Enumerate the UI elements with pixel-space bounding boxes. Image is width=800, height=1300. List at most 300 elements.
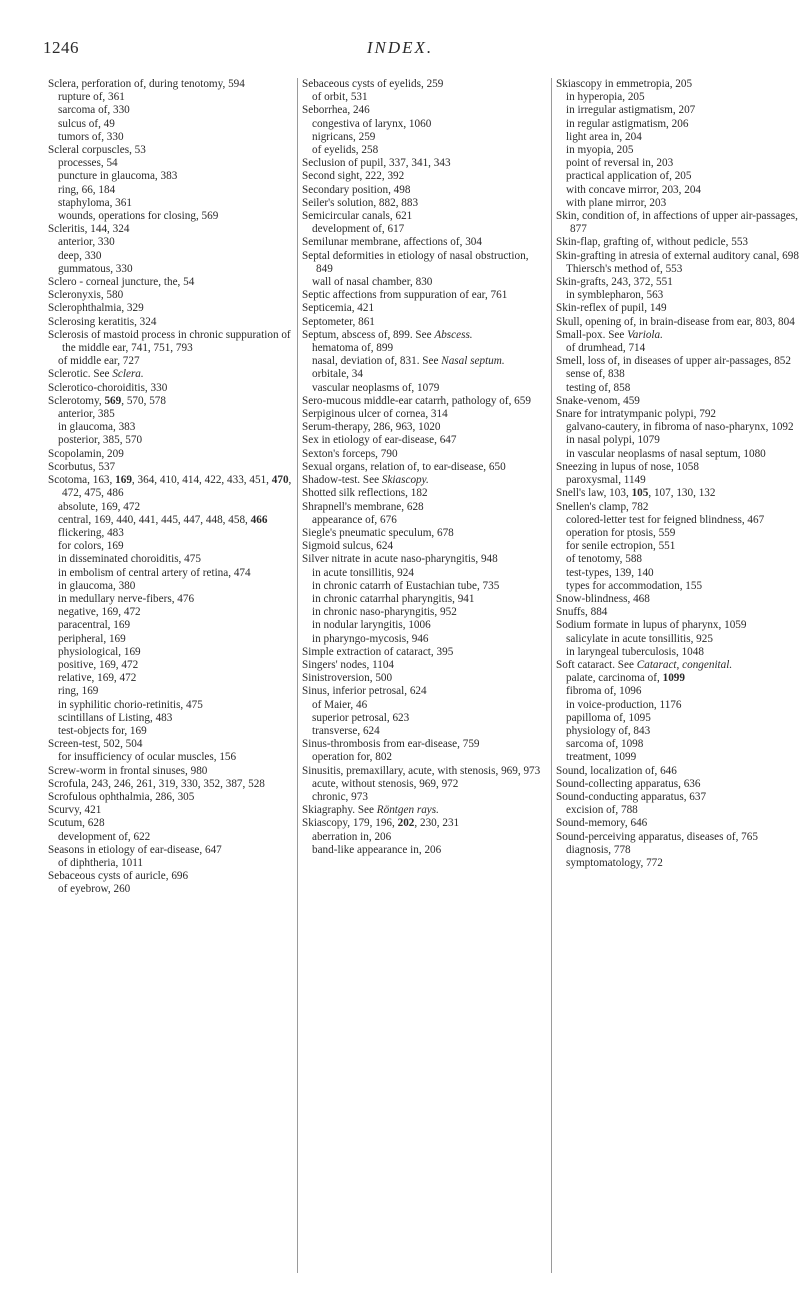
index-entry (302, 289, 548, 302)
index-subentry (566, 553, 800, 566)
index-subentry (58, 197, 294, 210)
entry-text: sarcoma of, 1098 (566, 738, 644, 751)
index-subentry (566, 567, 800, 580)
entry-text: chronic, 973 (312, 790, 368, 803)
index-subentry (566, 170, 800, 183)
index-subentry (312, 791, 548, 804)
entry-text: Sound, localization of, 646 (556, 764, 677, 777)
index-entry (302, 672, 548, 685)
index-subentry (58, 250, 294, 263)
entry-text: Sclerosis of mastoid process in chronic suppuration of the middle ear, 741, 751, 793 (48, 328, 291, 355)
entry-text: operation for, 802 (312, 751, 393, 764)
index-subentry (312, 382, 548, 395)
index-subentry (58, 210, 294, 223)
entry-text: Scrofula, 243, 246, 261, 319, 330, 352, 387, 528 (48, 777, 265, 790)
entry-text: Sound-conducting apparatus, 637 (556, 790, 707, 803)
index-entry (302, 395, 548, 408)
index-subentry (312, 619, 548, 632)
index-subentry (58, 659, 294, 672)
index-subentry (312, 355, 548, 368)
entry-text: congestiva of larynx, 1060 (312, 117, 432, 130)
entry-text: Sclerotic. See (48, 368, 113, 381)
entry-text: of eyebrow, 260 (58, 883, 131, 896)
index-subentry (312, 131, 548, 144)
index-subentry (58, 553, 294, 566)
running-title: INDEX. (366, 38, 434, 57)
index-entry (556, 276, 800, 289)
entry-text: in myopia, 205 (566, 144, 634, 157)
entry-text: Shotted silk reflections, 182 (302, 487, 428, 500)
entry-text: in glaucoma, 383 (58, 421, 136, 434)
index-entry (556, 355, 800, 368)
index-entry (556, 593, 800, 606)
index-entry (302, 434, 548, 447)
cross-reference: Sclera. (112, 368, 144, 381)
index-entry (48, 395, 294, 408)
index-entry (48, 316, 294, 329)
index-entry (302, 302, 548, 315)
entry-text: flickering, 483 (58, 526, 124, 539)
index-subentry (312, 751, 548, 764)
entry-text: Seborrhea, 246 (302, 104, 370, 117)
index-entry (48, 302, 294, 315)
cross-reference: Skiascopy. (381, 474, 429, 487)
index-subentry (58, 91, 294, 104)
entry-text: test-types, 139, 140 (566, 566, 654, 579)
entry-text: hematoma of, 899 (312, 342, 394, 355)
entry-text: Septum, abscess of, 899. See (302, 328, 435, 341)
index-entry (302, 646, 548, 659)
index-entry (556, 659, 800, 672)
entry-text: Scurvy, 421 (48, 804, 102, 817)
index-entry (302, 501, 548, 514)
index-subentry (566, 725, 800, 738)
index-subentry (58, 633, 294, 646)
index-subentry (566, 751, 800, 764)
entry-text: Sigmoid sulcus, 624 (302, 540, 394, 553)
index-subentry (566, 434, 800, 447)
entry-text: of eyelids, 258 (312, 144, 379, 157)
index-entry (302, 685, 548, 698)
entry-text: for colors, 169 (58, 540, 124, 553)
index-subentry (312, 844, 548, 857)
column-divider (297, 78, 298, 1273)
entry-text: physiological, 169 (58, 645, 141, 658)
index-subentry (312, 567, 548, 580)
entry-text: Sclerophthalmia, 329 (48, 302, 144, 315)
entry-text: Sclerotomy, (48, 394, 105, 407)
index-subentry (312, 606, 548, 619)
entry-text: Septic affections from suppuration of ear, 761 (302, 289, 508, 302)
entry-text: Snell's law, 103, (556, 487, 632, 500)
index-subentry (58, 131, 294, 144)
index-subentry (312, 725, 548, 738)
index-entry (302, 474, 548, 487)
index-entry (556, 236, 800, 249)
entry-text: Sexton's forceps, 790 (302, 447, 398, 460)
index-subentry (58, 883, 294, 896)
entry-text: nigricans, 259 (312, 130, 376, 143)
entry-text: appearance of, 676 (312, 513, 397, 526)
index-subentry (58, 104, 294, 117)
entry-text: light area in, 204 (566, 130, 642, 143)
entry-text: Seasons in etiology of ear-disease, 647 (48, 843, 222, 856)
entry-text: Smell, loss of, in diseases of upper air-passages, 852 (556, 355, 791, 368)
index-subentry (312, 276, 548, 289)
entry-text: superior petrosal, 623 (312, 711, 410, 724)
entry-text: Semicircular canals, 621 (302, 210, 413, 223)
entry-text: excision of, 788 (566, 804, 638, 817)
entry-text: wall of nasal chamber, 830 (312, 276, 433, 289)
entry-text: , 570, 578 (121, 394, 166, 407)
index-subentry (566, 368, 800, 381)
column-divider (551, 78, 552, 1273)
entry-text: Scutum, 628 (48, 817, 105, 830)
entry-text: Sinus-thrombosis from ear-disease, 759 (302, 738, 480, 751)
entry-text: in pharyngo-mycosis, 946 (312, 632, 429, 645)
index-subentry (58, 699, 294, 712)
index-subentry (566, 382, 800, 395)
index-subentry (566, 580, 800, 593)
entry-text: rupture of, 361 (58, 91, 125, 104)
index-entry (302, 421, 548, 434)
entry-text: in disseminated choroiditis, 475 (58, 553, 201, 566)
index-subentry (58, 580, 294, 593)
index-entry (302, 817, 548, 830)
entry-text: in glaucoma, 380 (58, 579, 136, 592)
entry-text: scintillans of Listing, 483 (58, 711, 173, 724)
index-entry (556, 250, 800, 263)
entry-text: , 230, 231 (414, 817, 460, 830)
index-entry (556, 408, 800, 421)
index-subentry (566, 474, 800, 487)
entry-text: Septal deformities in etiology of nasal obstruction, 849 (302, 249, 529, 275)
index-subentry (312, 699, 548, 712)
index-entry (302, 448, 548, 461)
entry-text: operation for ptosis, 559 (566, 526, 676, 539)
entry-text: Secondary position, 498 (302, 183, 411, 196)
index-entry (48, 368, 294, 381)
page-header (0, 38, 800, 62)
index-entry (48, 448, 294, 461)
index-subentry (58, 593, 294, 606)
entry-text: in hyperopia, 205 (566, 91, 645, 104)
index-subentry (312, 118, 548, 131)
index-entry (556, 606, 800, 619)
index-entry (302, 236, 548, 249)
index-subentry (312, 144, 548, 157)
entry-text: symptomatology, 772 (566, 856, 663, 869)
index-entry (302, 804, 548, 817)
entry-text: in chronic catarrh of Eustachian tube, 735 (312, 579, 500, 592)
index-subentry (58, 408, 294, 421)
entry-text: development of, 617 (312, 223, 405, 236)
entry-text: transverse, 624 (312, 724, 380, 737)
entry-text: Snare for intratympanic polypi, 792 (556, 408, 717, 421)
entry-text: Singers' nodes, 1104 (302, 658, 395, 671)
index-subentry (566, 104, 800, 117)
entry-text: types for accommodation, 155 (566, 579, 703, 592)
entry-text: of diphtheria, 1011 (58, 856, 144, 869)
entry-text: peripheral, 169 (58, 632, 126, 645)
entry-text: orbitale, 34 (312, 368, 363, 381)
entry-text: central, 169, 440, 441, 445, 447, 448, 458, (58, 513, 251, 526)
index-column-1 (48, 78, 294, 1273)
index-subentry (566, 738, 800, 751)
index-subentry (58, 421, 294, 434)
entry-text: Sebaceous cysts of auricle, 696 (48, 870, 189, 883)
bold-page-ref: 466 (250, 513, 268, 526)
index-entry (302, 553, 548, 566)
entry-text: diagnosis, 778 (566, 843, 631, 856)
index-entry (556, 302, 800, 315)
bold-page-ref: 202 (397, 817, 415, 830)
entry-text: sense of, 838 (566, 368, 625, 381)
index-entry (302, 329, 548, 342)
index-subentry (566, 421, 800, 434)
entry-text: Sneezing in lupus of nose, 1058 (556, 460, 699, 473)
index-column-3 (556, 78, 800, 1273)
entry-text: aberration in, 206 (312, 830, 392, 843)
index-subentry (58, 355, 294, 368)
index-subentry (566, 685, 800, 698)
index-entry (48, 223, 294, 236)
index-entry (48, 870, 294, 883)
index-subentry (58, 118, 294, 131)
entry-text: salicylate in acute tonsillitis, 925 (566, 632, 713, 645)
index-subentry (312, 514, 548, 527)
entry-text: ring, 169 (58, 685, 99, 698)
entry-text: Scorbutus, 537 (48, 460, 116, 473)
bold-page-ref: 169 (115, 474, 132, 487)
entry-text: Thiersch's method of, 553 (566, 262, 683, 275)
index-subentry (58, 606, 294, 619)
entry-text: in medullary nerve-fibers, 476 (58, 592, 195, 605)
index-entry (556, 765, 800, 778)
entry-text: sulcus of, 49 (58, 117, 115, 130)
entry-text: Scleronyxis, 580 (48, 289, 124, 302)
entry-text: Seiler's solution, 882, 883 (302, 196, 419, 209)
index-entry (302, 765, 548, 778)
index-subentry (566, 527, 800, 540)
index-entry (48, 778, 294, 791)
entry-text: for senile ectropion, 551 (566, 540, 676, 553)
index-entry (302, 527, 548, 540)
entry-text: Snellen's clamp, 782 (556, 500, 649, 513)
index-entry (48, 765, 294, 778)
index-entry (556, 78, 800, 91)
index-entry (302, 659, 548, 672)
index-subentry (566, 131, 800, 144)
entry-text: Sebaceous cysts of eyelids, 259 (302, 78, 444, 90)
index-subentry (566, 91, 800, 104)
index-entry (556, 329, 800, 342)
index-subentry (312, 91, 548, 104)
entry-text: Semilunar membrane, affections of, 304 (302, 236, 482, 249)
entry-text: Screw-worm in frontal sinuses, 980 (48, 764, 208, 777)
bold-page-ref: 105 (631, 487, 649, 500)
entry-text: in voice-production, 1176 (566, 698, 682, 711)
entry-text: of tenotomy, 588 (566, 553, 643, 566)
index-entry (302, 250, 548, 276)
entry-text: physiology of, 843 (566, 724, 651, 737)
entry-text: treatment, 1099 (566, 751, 637, 764)
entry-text: Septometer, 861 (302, 315, 375, 328)
entry-text: vascular neoplasms of, 1079 (312, 381, 440, 394)
index-entry (302, 184, 548, 197)
entry-text: wounds, operations for closing, 569 (58, 210, 219, 223)
entry-text: Skull, opening of, in brain-disease from ear, 803, 804 (556, 315, 795, 328)
index-entry (556, 461, 800, 474)
index-subentry (312, 633, 548, 646)
entry-text: Sinus, inferior petrosal, 624 (302, 685, 427, 698)
index-entry (48, 382, 294, 395)
entry-text: negative, 169, 472 (58, 606, 141, 619)
index-entry (302, 316, 548, 329)
index-entry (302, 104, 548, 117)
entry-text: Soft cataract. See (556, 658, 637, 671)
entry-text: in syphilitic chorio-retinitis, 475 (58, 698, 203, 711)
index-subentry (58, 567, 294, 580)
entry-text: in vascular neoplasms of nasal septum, 1080 (566, 447, 766, 460)
entry-text: Skiascopy in emmetropia, 205 (556, 78, 693, 90)
entry-text: Screen-test, 502, 504 (48, 738, 143, 751)
entry-text: point of reversal in, 203 (566, 157, 674, 170)
index-subentry (312, 223, 548, 236)
index-subentry (58, 236, 294, 249)
entry-text: Septicemia, 421 (302, 302, 375, 315)
entry-text: testing of, 858 (566, 381, 631, 394)
index-entry (302, 210, 548, 223)
entry-text: fibroma of, 1096 (566, 685, 642, 698)
index-subentry (58, 646, 294, 659)
entry-text: in chronic naso-pharyngitis, 952 (312, 606, 457, 619)
index-entry (48, 474, 294, 500)
index-subentry (58, 685, 294, 698)
index-subentry (58, 712, 294, 725)
index-subentry (58, 751, 294, 764)
index-entry (48, 817, 294, 830)
entry-text: Scrofulous ophthalmia, 286, 305 (48, 790, 195, 803)
entry-text: Scleral corpuscles, 53 (48, 144, 146, 157)
entry-text: with concave mirror, 203, 204 (566, 183, 702, 196)
index-subentry (58, 434, 294, 447)
index-entry (556, 817, 800, 830)
entry-text: processes, 54 (58, 157, 118, 170)
entry-text: nasal, deviation of, 831. See (312, 355, 442, 368)
entry-text: absolute, 169, 472 (58, 500, 141, 513)
entry-text: Sclerosing keratitis, 324 (48, 315, 157, 328)
entry-text: Skin-flap, grafting of, without pedicle, 553 (556, 236, 749, 249)
entry-text: Sexual organs, relation of, to ear-disease, 650 (302, 460, 506, 473)
index-subentry (566, 342, 800, 355)
entry-text: Sodium formate in lupus of pharynx, 1059 (556, 619, 747, 632)
index-subentry (58, 540, 294, 553)
entry-text: Sound-perceiving apparatus, diseases of, 765 (556, 830, 758, 843)
index-subentry (566, 157, 800, 170)
index-entry (302, 408, 548, 421)
entry-text: Skin, condition of, in affections of upper air-passages, 877 (556, 210, 798, 236)
index-subentry (312, 368, 548, 381)
index-entry (302, 78, 548, 91)
entry-text: in nasal polypi, 1079 (566, 434, 660, 447)
entry-text: paroxysmal, 1149 (566, 474, 646, 487)
entry-text: Second sight, 222, 392 (302, 170, 405, 183)
index-subentry (312, 831, 548, 844)
entry-text: posterior, 385, 570 (58, 434, 143, 447)
index-subentry (566, 646, 800, 659)
entry-text: in irregular astigmatism, 207 (566, 104, 696, 117)
bold-page-ref: 470 (271, 474, 289, 487)
entry-text: Skiascopy, 179, 196, (302, 817, 398, 830)
entry-text: Serpiginous ulcer of cornea, 314 (302, 408, 448, 421)
index-entry (556, 210, 800, 236)
index-entry (556, 831, 800, 844)
page-number: 1246 (43, 38, 79, 57)
index-entry (302, 540, 548, 553)
entry-text: Sinusitis, premaxillary, acute, with stenosis, 969, 973 (302, 764, 541, 777)
index-entry (556, 501, 800, 514)
index-subentry (566, 289, 800, 302)
index-subentry (312, 593, 548, 606)
index-subentry (566, 540, 800, 553)
index-subentry (58, 263, 294, 276)
entry-text: puncture in glaucoma, 383 (58, 170, 178, 183)
entry-text: Scopolamin, 209 (48, 447, 124, 460)
index-column-2 (302, 78, 548, 1273)
entry-text: Sero-mucous middle-ear catarrh, pathology of, 659 (302, 394, 531, 407)
entry-text: Skin-grafts, 243, 372, 551 (556, 276, 673, 289)
entry-text: staphyloma, 361 (58, 196, 132, 209)
entry-text: tumors of, 330 (58, 130, 124, 143)
entry-text: Serum-therapy, 286, 963, 1020 (302, 421, 441, 434)
entry-text: Snow-blindness, 468 (556, 592, 650, 605)
index-subentry (566, 804, 800, 817)
entry-text: test-objects for, 169 (58, 724, 147, 737)
entry-text: Sound-memory, 646 (556, 817, 648, 830)
index-subentry (566, 633, 800, 646)
entry-text: of orbit, 531 (312, 91, 368, 104)
cross-reference: Variola. (627, 328, 663, 341)
entry-text: gummatous, 330 (58, 262, 133, 275)
entry-text: , 472, 475, 486 (62, 474, 292, 500)
entry-text: Shadow-test. See (302, 474, 382, 487)
cross-reference: Cataract, congenital. (636, 658, 733, 671)
entry-text: Skin-grafting in atresia of external auditory canal, 698 (556, 249, 799, 262)
index-entry (556, 778, 800, 791)
entry-text: relative, 169, 472 (58, 672, 137, 685)
entry-text: papilloma of, 1095 (566, 711, 651, 724)
entry-text: Skin-reflex of pupil, 149 (556, 302, 667, 315)
bold-page-ref: 569 (104, 394, 122, 407)
entry-text: Scotoma, 163, (48, 474, 116, 487)
entry-text: development of, 622 (58, 830, 151, 843)
entry-text: Sclero - corneal juncture, the, 54 (48, 276, 195, 289)
entry-text: of Maier, 46 (312, 698, 368, 711)
index-subentry (58, 514, 294, 527)
entry-text: paracentral, 169 (58, 619, 131, 632)
entry-text: in nodular laryngitis, 1006 (312, 619, 431, 632)
cross-reference: Abscess. (434, 328, 473, 341)
entry-text: Skiagraphy. See (302, 804, 377, 817)
entry-text: ring, 66, 184 (58, 183, 116, 196)
index-subentry (58, 170, 294, 183)
entry-text: deep, 330 (58, 249, 102, 262)
entry-text: Sound-collecting apparatus, 636 (556, 777, 701, 790)
index-entry (48, 144, 294, 157)
index-entry (302, 197, 548, 210)
entry-text: , 107, 130, 132 (648, 487, 716, 500)
